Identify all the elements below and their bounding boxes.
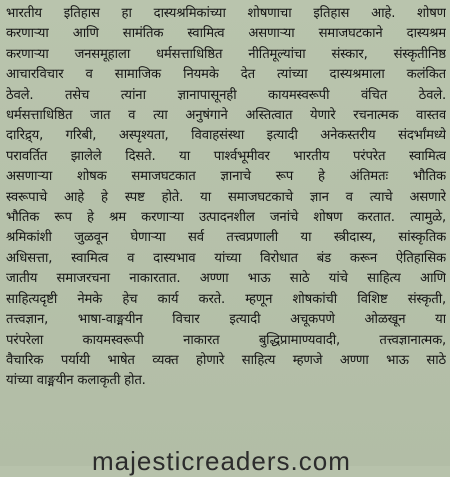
text-line: धर्मसत्ताधिष्ठित जात व त्या अनुषंगाने अस्तित्वात येणारे रचनात्मक वास्तव [6, 108, 446, 124]
text-line-last: यांच्या वाङ्मयीन कलाकृती होत. [6, 373, 146, 389]
text-line: जातीय समाजरचना नाकारतात. अण्णा भाऊ साठे यांचे साहित्य आणि [6, 271, 446, 287]
text-line: भारतीय इतिहास हा दास्यश्रमिकांच्या शोषणाचा इतिहास आहे. शोषण [6, 6, 446, 21]
text-line: ठेवले. तसेच त्यांना ज्ञानापासूनही कायमस्वरूपी वंचित ठेवले. [6, 87, 446, 103]
text-line: असणाऱ्या शोषक समाजघटकात ज्ञानाचे रूप हे अंतिमतः भौतिक [6, 169, 446, 185]
text-line: श्रमिकांशी जुळवून घेणाऱ्या सर्व तत्त्वप्रणाली या स्त्रीदास्य, सांस्कृतिक [6, 230, 446, 246]
body-paragraph [6, 4, 446, 392]
text-line: अधिसत्ता, स्वामित्व व दास्यभाव यांच्या विरोधात बंड करून ऐतिहासिक [6, 250, 446, 266]
text-line: तत्त्वज्ञान, भाषा-वाङ्मयीन विचार इत्यादी अचूकपणे ओळखून या [6, 312, 446, 328]
text-line: भौतिक रूप हे श्रम करणाऱ्या उत्पादनशील जनांचे शोषण करतात. त्यामुळे, [6, 210, 446, 226]
text-line: परंपरेला कायमस्वरूपी नाकारत बुद्धिप्रामाण्यवादी, तत्त्वज्ञानात्मक, [6, 332, 446, 348]
text-line: दारिद्र्य, गरिबी, अस्पृश्यता, विवाहसंस्था इत्यादी अनेकस्तरीय संदर्भांमध्ये [6, 128, 446, 144]
text-line: करणाऱ्या आणि सामंतिक स्वामित्व असणाऱ्या समाजघटकाने दास्यश्रम [6, 26, 446, 42]
watermark: majesticreaders.com [92, 446, 351, 476]
text-line: परावर्तित झालेले दिसते. या पार्श्वभूमीवर भारतीय परंपरेत स्वामित्व [6, 148, 446, 164]
text-line: साहित्यदृष्टी नेमके हेच कार्य करते. म्हणून शोषकांची विशिष्ट संस्कृती, [6, 291, 446, 307]
text-line: वैचारिक पर्यायी भाषेत व्यक्त होणारे साहित्य म्हणजे अण्णा भाऊ साठे [6, 352, 446, 368]
text-line: आचारविचार व सामाजिक नियमके देत त्यांच्या दास्यश्रमाला कलंकित [6, 67, 446, 83]
text-line: करणाऱ्या जनसमूहाला धर्मसत्ताधिष्ठित नीतिमूल्यांचा संस्कार, संस्कृतीनिष्ठ [6, 46, 446, 62]
text-line: स्वरूपाचे आहे हे स्पष्ट होते. या समाजघटकाचे ज्ञान व त्याचे असणारे [6, 189, 446, 205]
